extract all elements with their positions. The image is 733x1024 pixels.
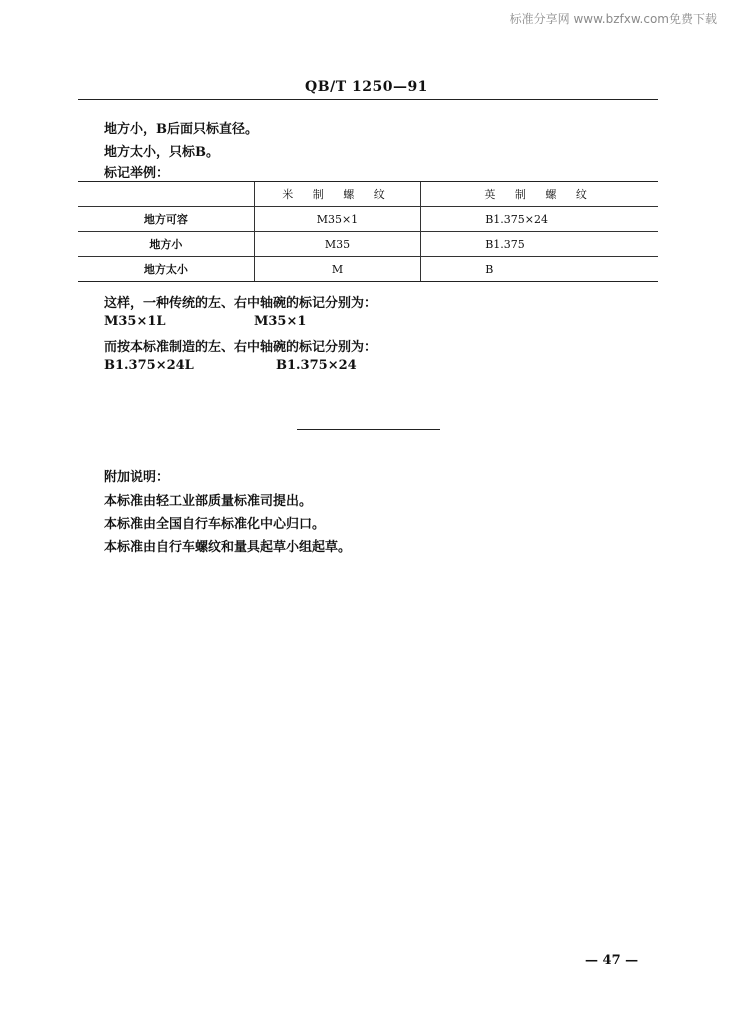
traditional-left-mark: M35×1L	[104, 314, 166, 329]
notes-line-3: 本标准由自行车螺纹和量具起草小组起草。	[104, 540, 352, 555]
section-separator	[297, 429, 440, 430]
traditional-right-mark: M35×1	[254, 314, 307, 329]
standard-code-header: QB/T 1250—91	[305, 79, 428, 95]
table-cell-metric: M35×1	[254, 207, 420, 232]
table-cell-imperial: B1.375	[421, 232, 658, 257]
site-watermark: 标准分享网 www.bzfxw.com免费下载	[509, 12, 717, 26]
standard-right-mark: B1.375×24	[276, 358, 357, 373]
table-cell-condition: 地方可容	[78, 207, 254, 232]
marking-table	[78, 181, 658, 282]
intro-line-2: 地方太小，只标B。	[104, 145, 219, 160]
table-row	[78, 207, 658, 232]
notes-line-1: 本标准由轻工业部质量标准司提出。	[104, 494, 313, 509]
page-number: — 47 —	[585, 953, 639, 968]
table-cell-metric: M	[254, 257, 420, 282]
table-header-blank	[78, 182, 254, 207]
notes-title: 附加说明：	[104, 470, 170, 485]
header-rule	[78, 99, 658, 100]
table-header-metric: 米 制 螺 纹	[254, 182, 420, 207]
intro-line-3: 标记举例：	[104, 166, 170, 181]
notes-line-2: 本标准由全国自行车标准化中心归口。	[104, 517, 326, 532]
intro-line-1: 地方小，B后面只标直径。	[104, 122, 258, 137]
table-cell-metric: M35	[254, 232, 420, 257]
table-cell-condition: 地方小	[78, 232, 254, 257]
standard-left-mark: B1.375×24L	[104, 358, 194, 373]
table-header-imperial: 英 制 螺 纹	[421, 182, 658, 207]
table-cell-condition: 地方太小	[78, 257, 254, 282]
table-row	[78, 257, 658, 282]
table-cell-imperial: B1.375×24	[421, 207, 658, 232]
table-row	[78, 232, 658, 257]
table-header-row	[78, 182, 658, 207]
standard-marking-text: 而按本标准制造的左、右中轴碗的标记分别为：	[104, 340, 378, 355]
table-cell-imperial: B	[421, 257, 658, 282]
traditional-marking-text: 这样，一种传统的左、右中轴碗的标记分别为：	[104, 296, 378, 311]
